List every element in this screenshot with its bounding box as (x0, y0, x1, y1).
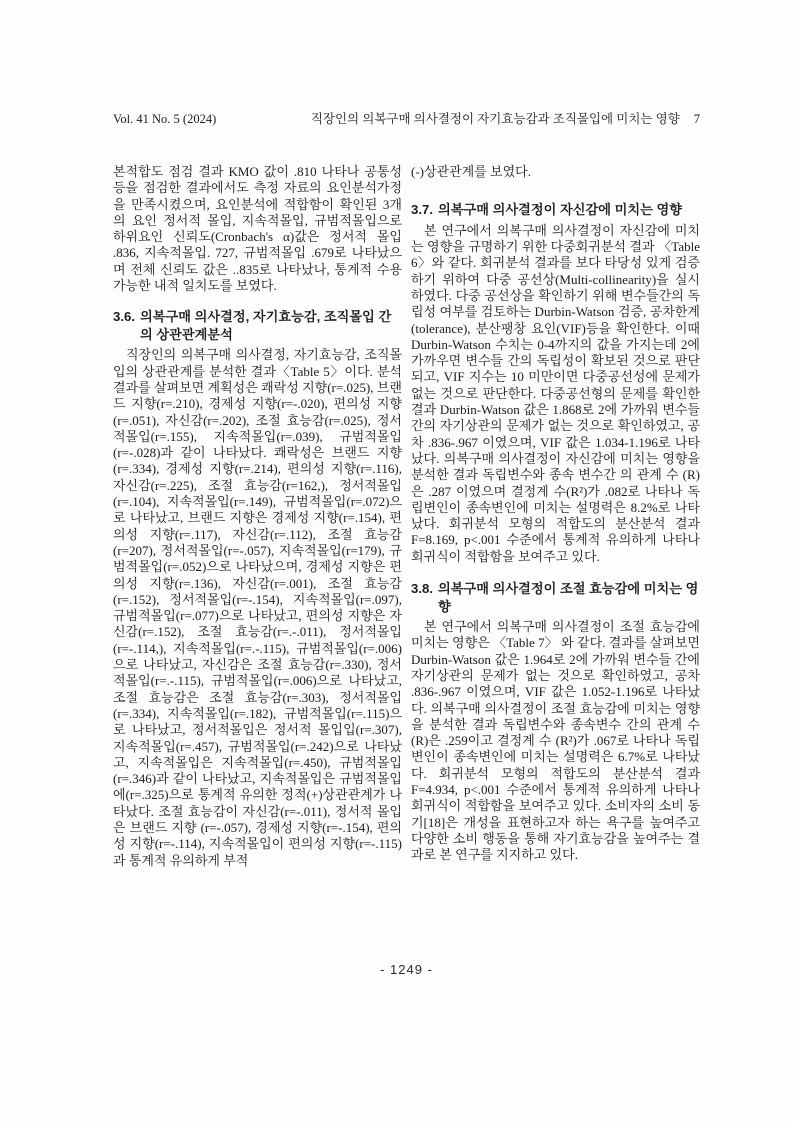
running-head-right (311, 112, 700, 127)
kmo-reliability-paragraph: 본적합도 점검 결과 KMO 값이 .810 나타나 공통성 등을 점검한 결과에서도 측정 자료의 요인분석가정을 만족시켰으며, 요인분석에 적합함이 확인된 3개의 요인 정서적 몰입, 지속적몰입, 규범적몰입으로 하위요인 신뢰도(Cronbach's α)값은 정서적 몰입 .836, 지속적몰입. 727, 규범적몰입 .679로 나타났으며 전체 신뢰도 값은 ..835로 나타났나, 통계적 수용 가능한 내적 일치도를 보였다. (113, 164, 402, 294)
section-3-6-number: 3.6. (113, 309, 135, 325)
running-title: 직장인의 의복구매 의사결정이 자기효능감과 조직몰입에 미치는 영향 (310, 112, 680, 126)
section-3-6-body: 직장인의 의복구매 의사결정, 자기효능감, 조직몰입의 상관관계를 분석한 결과〈Table 5〉이다. 분석 결과를 살펴보면 계획성은 쾌락성 지향(r=.025), 브랜드 지향(r=.210), 경제성 지향(r=-.020), 편의성 지향(r=.051), 자신감(r=.202), 조절 효능감(r=.025), 정서적몰입(r=.155), 지속적몰입(r=.039), 규범적몰입(r=-.028)과 같이 나타났다. 쾌락성은 브랜드 지향(r=.334), 경제성 지향(r=.214), 편의성 지향(r=.116), 자신감(r=.225), 조절 효능감(r=162,), 정서적몰입(r=.104), 지속적몰입(r=.149), 규범적몰입(r=.072)으로 나타났고, 브랜드 지향은 경제성 지향(r=.154), 편의성 지향(r=.117), 자신감(r=.112), 조절 효능감(r=207), 정서적몰입(r=-.057), 지속적몰입(r=179), 규범적몰입(r=.052)으로 나타났으며, 경제성 지향은 편의성 지향(r=.136), 자신감(r=.001), 조절 효능감(r=.152), 정서적몰입(r=-.154), 지속적몰입(r=.097), 규범적몰입(r=.077)으로 나타났고, 편의성 지향은 자신감(r=.152), 조절 효능감(r=.-.011), 정서적몰입(r=-.114,), 지속적몰입(r=.-.115), 규범적몰입(r=.006)으로 나타났고, 자신감은 조절 효능감(r=.330), 정서적몰입(r=.-.115), 규범적몰입(r=.006)으로 나타났고, 조절 효능감은 조절 효능감(r=.303), 정서적몰입(r=.334), 지속적몰입(r=.182), 규범적몰입(r=.115)으로 나타났고, 정서적몰입은 정서적 몰입입(r=.307), 지속적몰입(r=.457), 규범적몰입(r=.242)으로 나타났고, 지속적몰입은 지속적몰입(r=.450), 규범적몰입(r=.346)과 같이 나타났고, 지속적몰입은 규범적몰입에(r=.325)으로 통계적 유의한 정적(+)상관관계가 나타났다. 조절 효능감이 자신감(r=-.011), 정서적 몰입은 브랜드 지향 (r=-.057), 경제성 지향(r=-.154), 편의성 지향(r=-.114), 지속적몰입이 편의성 지향(r=-.115)과 통계적 유의하게 부적 (113, 347, 402, 868)
journal-issue: Vol. 41 No. 5 (2024) (113, 112, 217, 126)
section-3-7-number: 3.7. (411, 202, 433, 218)
section-3-6-title: 의복구매 의사결정, 자기효능감, 조직몰입 간의 상관관계분석 (140, 309, 392, 342)
section-3-8-heading (411, 580, 700, 615)
header-page-number: 7 (693, 112, 700, 126)
section-3-6-heading (113, 308, 402, 343)
section-3-7-heading (411, 201, 700, 219)
section-3-8-title: 의복구매 의사결정이 조절 효능감에 미치는 영향 (438, 581, 699, 614)
running-head (113, 112, 700, 127)
continued-paragraph: (-)상관관계를 보였다. (411, 164, 531, 179)
section-3-7-body: 본 연구에서 의복구매 의사결정이 자신감에 미치는 영향을 규명하기 위한 다중회귀분석 결과 〈Table 6〉와 같다. 회귀분석 결과를 보다 타당성 있게 검증하기 위하여 다중 공선상(Multi-collinearity)을 실시하였다. 다중 공선상을 확인하기 위해 변수들간의 독립성 여부를 검토하는 Durbin-Watson 검증, 공차한계(tolerance), 분산팽창 요인(VIF)등을 확인한다. 이때 Durbin-Watson 수치는 0-4까지의 값을 가지는데 2에 가까우면 변수들 간의 독립성이 확보된 것으로 판단되고, VIF 지수는 10 미만이면 다중공선성에 문제가 없는 것으로 판단한다. 다중공선형의 문제를 확인한 결과 Durbin-Watson 값은 1.868로 2에 가까워 변수들 간의 자기상관의 문제가 없는 것으로 확인하였고, 공차 .836-.967 이였으며, VIF 값은 1.034-1.196로 나타났다. 의복구매 의사결정이 자신감에 미치는 영향을 분석한 결과 독립변수와 종속 변수간 의 관계 수 (R)은 .287 이였으며 결정계 수(R²)가 .082로 나타나 독립변인이 종속변인에 미치는 설명력은 8.2%로 나타났다. 회귀분석 모형의 적합도의 분산분석 결과 F=8.169, p<.001 수준에서 통계적 유의하게 나타나 회귀식이 적합함을 보여주고 있다. (411, 222, 700, 564)
left-column (113, 164, 402, 869)
section-3-8-body: 본 연구에서 의복구매 의사결정이 조절 효능감에 미치는 영향은 〈Table 7〉 와 같다. 결과를 살펴보면 Durbin-Watson 값은 1.964로 2에 가까워 변수들 간에 자기상관의 문제가 없는 것으로 확인하였고, 공차 .836-.967 이였으며, VIF 값은 1.052-1.196로 나타났다. 의복구매 의사결정이 조절 효능감에 미치는 영향을 분석한 결과 독립변수와 종속변수 간의 관계 수(R)은 .259이고 결정계 수 (R²)가 .067로 나타나 독립변인이 종속변인에 미치는 설명력은 6.7%로 나타났다. 회귀분석 모형의 적합도의 분산분석 결과 F=4.934, p<.001 수준에서 통계적 유의하게 나타나 회귀식이 적합함을 보여주고 있다. 소비자의 소비 동기[18]은 개성을 표현하고자 하는 욕구를 높여주고 다양한 소비 행동을 통해 자기효능감을 높여주는 결과로 본 연구를 지지하고 있다. (411, 619, 700, 863)
right-column (411, 164, 700, 863)
section-3-7-title: 의복구매 의사결정이 자신감에 미치는 영향 (438, 202, 682, 218)
footer-page-number: - 1249 - (380, 962, 433, 977)
section-3-8-number: 3.8. (411, 581, 433, 597)
